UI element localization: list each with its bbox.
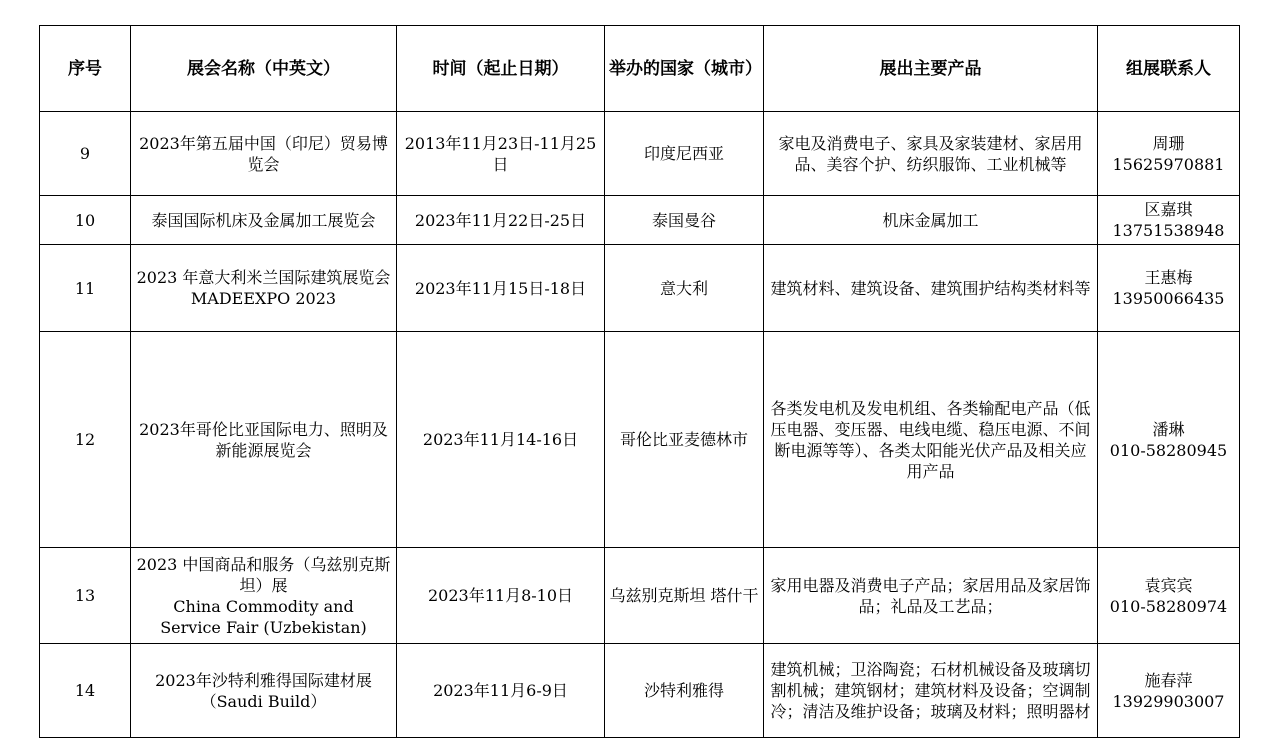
cell-products: 各类发电机及发电机组、各类输配电产品（低压电器、变压器、电线电缆、稳压电源、不间断电源等等）、各类太阳能光伏产品及相关应用产品 [764,332,1098,548]
cell-country: 意大利 [605,245,764,332]
header-seq: 序号 [40,26,131,112]
cell-contact [1098,332,1240,548]
contact-name: 王惠梅 [1144,268,1193,287]
cell-products: 家电及消费电子、家具及家装建材、家居用品、美容个护、纺织服饰、工业机械等 [764,112,1098,196]
cell-name [131,548,397,644]
cell-name: 2023 年意大利米兰国际建筑展览会 MADEEXPO 2023 [131,245,397,332]
cell-date: 2023年11月8-10日 [397,548,605,644]
cell-date: 2013年11月23日-11月25日 [397,112,605,196]
table-row [40,245,1240,332]
cell-seq: 9 [40,112,131,196]
cell-products: 建筑材料、建筑设备、建筑围护结构类材料等 [764,245,1098,332]
contact-phone: 13929903007 [1112,691,1225,711]
name-en-line2: Service Fair (Uzbekistan) [160,617,367,637]
header-products: 展出主要产品 [764,26,1098,112]
contact-name: 周珊 [1152,133,1185,153]
table-row [40,644,1240,738]
cell-contact [1098,112,1240,196]
contact-name: 区嘉琪 [1144,200,1193,219]
cell-contact [1098,196,1240,245]
cell-date: 2023年11月6-9日 [397,644,605,738]
cell-name: 2023年第五届中国（印尼）贸易博览会 [131,112,397,196]
name-en: （Saudi Build） [200,691,327,711]
contact-phone: 13950066435 [1112,289,1225,308]
cell-date: 2023年11月15日-18日 [397,245,605,332]
header-row [40,26,1240,112]
contact-phone: 010-58280974 [1109,596,1228,616]
contact-name: 袁宾宾 [1144,575,1193,595]
contact-phone: 15625970881 [1112,154,1225,174]
cell-name: 2023年哥伦比亚国际电力、照明及新能源展览会 [131,332,397,548]
cell-contact [1098,245,1240,332]
cell-contact [1098,548,1240,644]
cell-name [131,644,397,738]
cell-seq: 11 [40,245,131,332]
cell-contact [1098,644,1240,738]
cell-seq: 14 [40,644,131,738]
cell-products: 建筑机械；卫浴陶瓷；石材机械设备及玻璃切割机械；建筑钢材；建筑材料及设备；空调制冷；清洁及维护设备；玻璃及材料；照明器材 [764,644,1098,738]
cell-name: 泰国国际机床及金属加工展览会 [131,196,397,245]
name-cn: 2023 中国商品和服务（乌兹别克斯坦）展 [136,554,391,595]
contact-phone: 13751538948 [1112,221,1225,240]
name-en-line1: China Commodity and [173,596,354,616]
cell-products: 机床金属加工 [764,196,1098,245]
header-contact: 组展联系人 [1098,26,1240,112]
header-name: 展会名称（中英文） [131,26,397,112]
table-row [40,332,1240,548]
contact-name: 施春萍 [1144,670,1193,690]
cell-seq: 12 [40,332,131,548]
cell-country: 乌兹别克斯坦 塔什干 [605,548,764,644]
table-row [40,196,1240,245]
contact-name: 潘琳 [1152,419,1185,439]
cell-seq: 10 [40,196,131,245]
cell-seq: 13 [40,548,131,644]
cell-date: 2023年11月14-16日 [397,332,605,548]
header-date: 时间（起止日期） [397,26,605,112]
cell-country: 泰国曼谷 [605,196,764,245]
cell-country: 沙特利雅得 [605,644,764,738]
contact-phone: 010-58280945 [1109,440,1228,460]
table-row [40,112,1240,196]
cell-products: 家用电器及消费电子产品；家居用品及家居饰品；礼品及工艺品； [764,548,1098,644]
header-country: 举办的国家（城市） [605,26,764,112]
cell-date: 2023年11月22日-25日 [397,196,605,245]
table-row [40,548,1240,644]
exhibition-table [39,25,1240,738]
cell-country: 哥伦比亚麦德林市 [605,332,764,548]
name-cn: 2023年沙特利雅得国际建材展 [155,670,372,690]
cell-country: 印度尼西亚 [605,112,764,196]
